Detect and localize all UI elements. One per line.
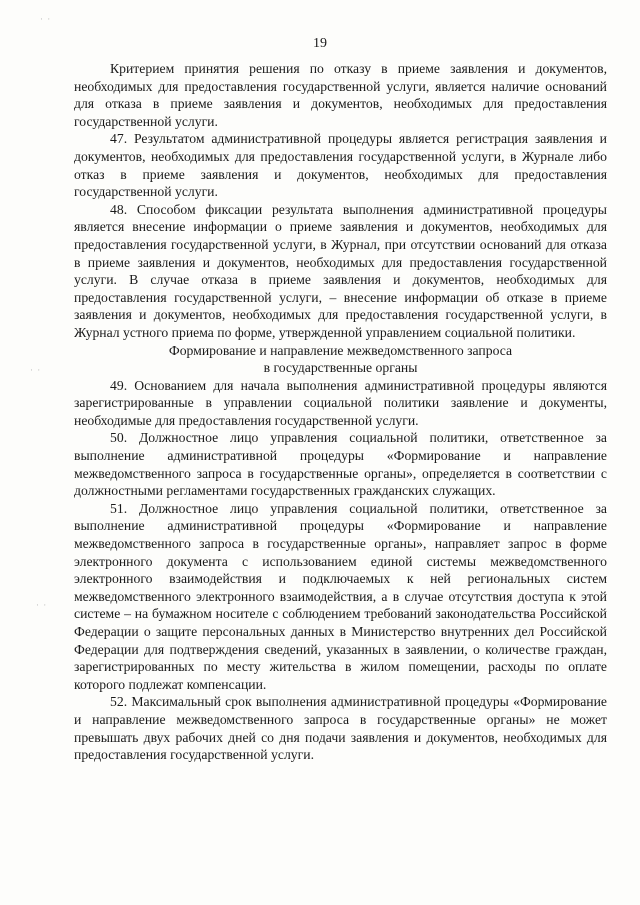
section-heading: [74, 342, 607, 377]
paragraph-criterion: Критерием принятия решения по отказу в приеме заявления и документов, необходимых для предоставления государственной услуги, является наличие оснований для отказа в приеме заявления и документов, необходимых для предоставления государственной услуги.: [74, 61, 607, 129]
document-body: [74, 60, 607, 764]
paragraph-48: 48. Способом фиксации результата выполнения административной процедуры является внесение информации о приеме заявления и документов, необходимых для предоставления государственной услуги, в Журнал, при отсутствии оснований для отказа в приеме заявления и документов, необходимых для предоставления государственной услуги. В случае отказа в приеме заявления и документов, необходимых для предоставления государственной услуги, – внесение информации об отказе в приеме заявления и документов, необходимых для предоставления государственной услуги, в Журнал устного приема по форме, утвержденной управлением социальной политики.: [74, 201, 607, 340]
scan-speck: · ·: [30, 365, 42, 375]
paragraph-52: 52. Максимальный срок выполнения административной процедуры «Формирование и направление межведомственного запроса в государственные органы» не может превышать двух рабочих дней со дня подачи заявления и документов, необходимых для предоставления государственной услуги.: [74, 694, 607, 763]
scan-speck: · ·: [36, 600, 48, 610]
section-heading-line-1: Формирование и направление межведомственного запроса: [168, 342, 513, 358]
paragraph-50: 50. Должностное лицо управления социальной политики, ответственное за выполнение административной процедуры «Формирование и направление межведомственного запроса в государственные органы», определяется в соответствии с должностными регламентами государственных гражданских служащих.: [74, 430, 607, 499]
paragraph-47: 47. Результатом административной процедуры является регистрация заявления и документов, необходимых для предоставления государственной услуги, в Журнале либо отказ в приеме заявления и документов, необходимых для предоставления государственной услуги.: [74, 131, 607, 200]
page-number: 19: [313, 36, 327, 51]
scan-speck: · ·: [40, 14, 52, 24]
paragraph-51: 51. Должностное лицо управления социальной политики, ответственное за выполнение административной процедуры «Формирование и направление межведомственного запроса в государственные органы», направляет запрос в форме электронного документа с использованием единой системы межведомственного электронного взаимодействия и подключаемых к ней региональных систем межведомственного электронного взаимодействия, а в случае отсутствия доступа к этой системе – на бумажном носителе с соблюдением требований законодательства Российской Федерации о защите персональных данных в Министерство внутренних дел Российской Федерации для подтверждения сведений, указанных в заявлении, о количестве граждан, зарегистрированных по месту жительства в жилом помещении, расходы по оплате которого подлежат компенсации.: [74, 500, 607, 692]
paragraph-49: 49. Основанием для начала выполнения административной процедуры являются зарегистрированные в управлении социальной политики заявление и документы, необходимые для предоставления государственной услуги.: [74, 377, 607, 428]
section-heading-line-2: в государственные органы: [263, 360, 418, 376]
